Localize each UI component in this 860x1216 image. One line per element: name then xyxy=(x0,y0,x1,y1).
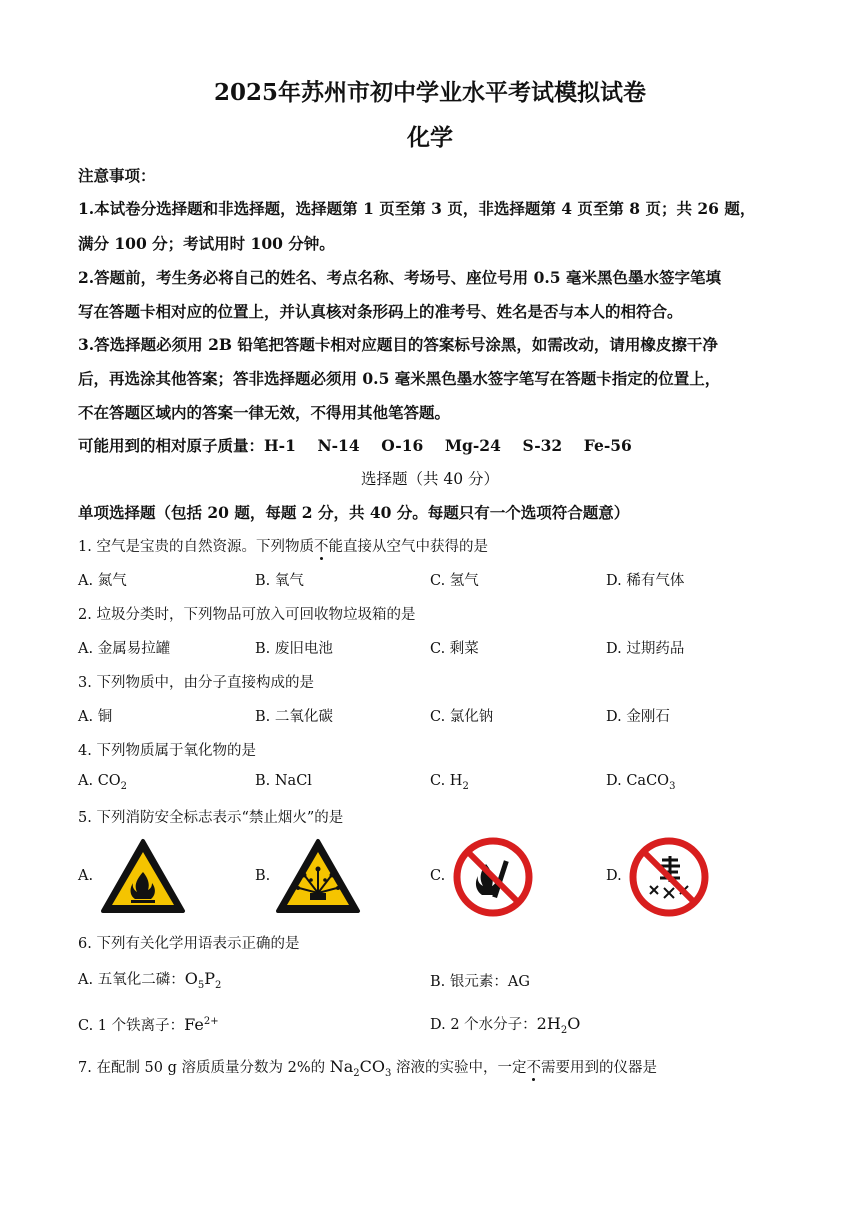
q3-option-a[interactable]: A. 铜 xyxy=(78,709,113,725)
q1-emphasis: 不 xyxy=(313,539,329,555)
q2-option-c[interactable]: C. 剩菜 xyxy=(430,641,479,657)
section-title: 选择题（共 40 分） xyxy=(360,470,500,488)
q6-c-label: C. 1 个铁离子： xyxy=(78,1018,185,1034)
no-fire-icon xyxy=(452,836,534,918)
q7-formula-co: CO xyxy=(359,1057,386,1076)
q1-option-a[interactable]: A. 氮气 xyxy=(78,573,127,589)
note-3-line-3: 不在答题区域内的答案一律无效，不得用其他笔答题。 xyxy=(78,403,451,422)
q6-c-formula: Fe xyxy=(184,1015,204,1034)
q7-stem-mid: 溶液的实验中，一定 xyxy=(391,1060,527,1076)
q4-option-a[interactable] xyxy=(78,773,127,792)
question-2-stem: 2. 垃圾分类时，下列物品可放入可回收物垃圾箱的是 xyxy=(78,607,416,623)
explosive-warning-icon xyxy=(275,838,361,914)
q5-option-c-label[interactable]: C. xyxy=(430,868,446,884)
q7-sub-1: 2 xyxy=(353,1067,360,1079)
q1-option-c[interactable]: C. 氢气 xyxy=(430,573,479,589)
question-5-stem: 5. 下列消防安全标志表示“禁止烟火”的是 xyxy=(78,810,344,826)
q1-option-b[interactable]: B. 氧气 xyxy=(255,573,304,589)
q1-stem-pre: 1. 空气是宝贵的自然资源。下列物质 xyxy=(78,539,314,555)
q6-a-formula-p: P xyxy=(204,969,215,988)
question-7-stem xyxy=(78,1056,788,1079)
q3-option-d[interactable]: D. 金刚石 xyxy=(606,709,670,725)
q6-d-formula-h: 2H xyxy=(536,1014,561,1033)
flammable-warning-icon xyxy=(100,838,186,914)
q5-option-b-label[interactable]: B. xyxy=(255,868,271,884)
q7-sub-2: 3 xyxy=(385,1067,392,1079)
q6-a-sub-2: 2 xyxy=(214,979,222,991)
note-1-line-1: 1.本试卷分选择题和非选择题，选择题第 1 页至第 3 页，非选择题第 4 页至第 8 页；共 26 题， xyxy=(78,199,756,218)
exam-title: 2025年苏州市初中学业水平考试模拟试卷 xyxy=(213,79,646,106)
q4-d-subscript: 3 xyxy=(669,780,676,792)
subject-title: 化学 xyxy=(407,124,453,151)
q7-emphasis: 不 xyxy=(526,1060,541,1076)
q6-d-label: D. 2 个水分子： xyxy=(430,1017,537,1033)
q6-option-a[interactable] xyxy=(78,968,221,991)
question-4-stem: 4. 下列物质属于氧化物的是 xyxy=(78,743,256,759)
q5-option-a-label[interactable]: A. xyxy=(78,868,94,884)
q5-option-d-label[interactable]: D. xyxy=(606,868,622,884)
q4-d-formula: D. CaCO xyxy=(606,773,670,789)
question-3-stem: 3. 下列物质中，由分子直接构成的是 xyxy=(78,675,314,691)
q4-option-c[interactable] xyxy=(430,773,469,792)
q4-a-subscript: 2 xyxy=(120,780,128,792)
q4-a-formula: A. CO xyxy=(78,773,121,789)
q4-c-subscript: 2 xyxy=(462,780,469,792)
section-description: 单项选择题（包括 20 题，每题 2 分，共 40 分。每题只有一个选项符合题意） xyxy=(78,503,630,522)
q1-stem-post: 能直接从空气中获得的是 xyxy=(328,539,488,555)
q6-d-subscript: 2 xyxy=(560,1024,568,1036)
q4-option-d[interactable] xyxy=(606,773,675,792)
q6-option-c[interactable] xyxy=(78,1014,219,1035)
question-1-stem xyxy=(78,535,788,556)
q6-d-formula-o: O xyxy=(567,1014,581,1033)
q7-formula-na: Na xyxy=(329,1057,354,1076)
no-fireworks-icon xyxy=(628,836,710,918)
question-6-stem: 6. 下列有关化学用语表示正确的是 xyxy=(78,936,300,952)
note-3-line-2: 后，再选涂其他答案；答非选择题必须用 0.5 毫米黑色墨水签字笔写在答题卡指定的位置上， xyxy=(78,369,721,388)
q2-option-a[interactable]: A. 金属易拉罐 xyxy=(78,641,171,657)
note-2-line-1: 2.答题前，考生务必将自己的姓名、考点名称、考场号、座位号用 0.5 毫米黑色墨水签字笔填 xyxy=(78,268,721,287)
q6-a-sub-1: 5 xyxy=(197,979,205,991)
q1-option-d[interactable]: D. 稀有气体 xyxy=(606,573,685,589)
note-2-line-2: 写在答题卡相对应的位置上，并认真核对条形码上的准考号、姓名是否与本人的相符合。 xyxy=(78,302,683,321)
q3-option-c[interactable]: C. 氯化钠 xyxy=(430,709,494,725)
q6-a-label: A. 五氧化二磷： xyxy=(78,972,185,988)
q2-option-d[interactable]: D. 过期药品 xyxy=(606,641,685,657)
note-3-line-1: 3.答选择题必须用 2B 铅笔把答题卡相对应题目的答案标号涂黑，如需改动，请用橡皮擦干净 xyxy=(78,335,718,354)
q7-stem-post: 需要用到的仪器是 xyxy=(541,1060,657,1076)
q3-option-b[interactable]: B. 二氧化碳 xyxy=(255,709,333,725)
q7-stem-pre: 7. 在配制 50 g 溶质质量分数为 2%的 xyxy=(78,1060,330,1076)
q4-option-b[interactable]: B. NaCl xyxy=(255,773,312,789)
q2-option-b[interactable]: B. 废旧电池 xyxy=(255,641,333,657)
q6-c-superscript: 2+ xyxy=(203,1016,219,1028)
note-1-line-2: 满分 100 分；考试用时 100 分钟。 xyxy=(78,234,335,253)
q6-option-d[interactable] xyxy=(430,1013,580,1036)
q4-c-formula: C. H xyxy=(430,773,463,789)
q6-option-b[interactable]: B. 银元素：AG xyxy=(430,974,530,990)
q6-a-formula-o: O xyxy=(184,969,198,988)
atomic-masses: 可能用到的相对原子质量：H-1 N-14 O-16 Mg-24 S-32 Fe-56 xyxy=(78,436,632,455)
notes-heading: 注意事项： xyxy=(78,166,156,185)
